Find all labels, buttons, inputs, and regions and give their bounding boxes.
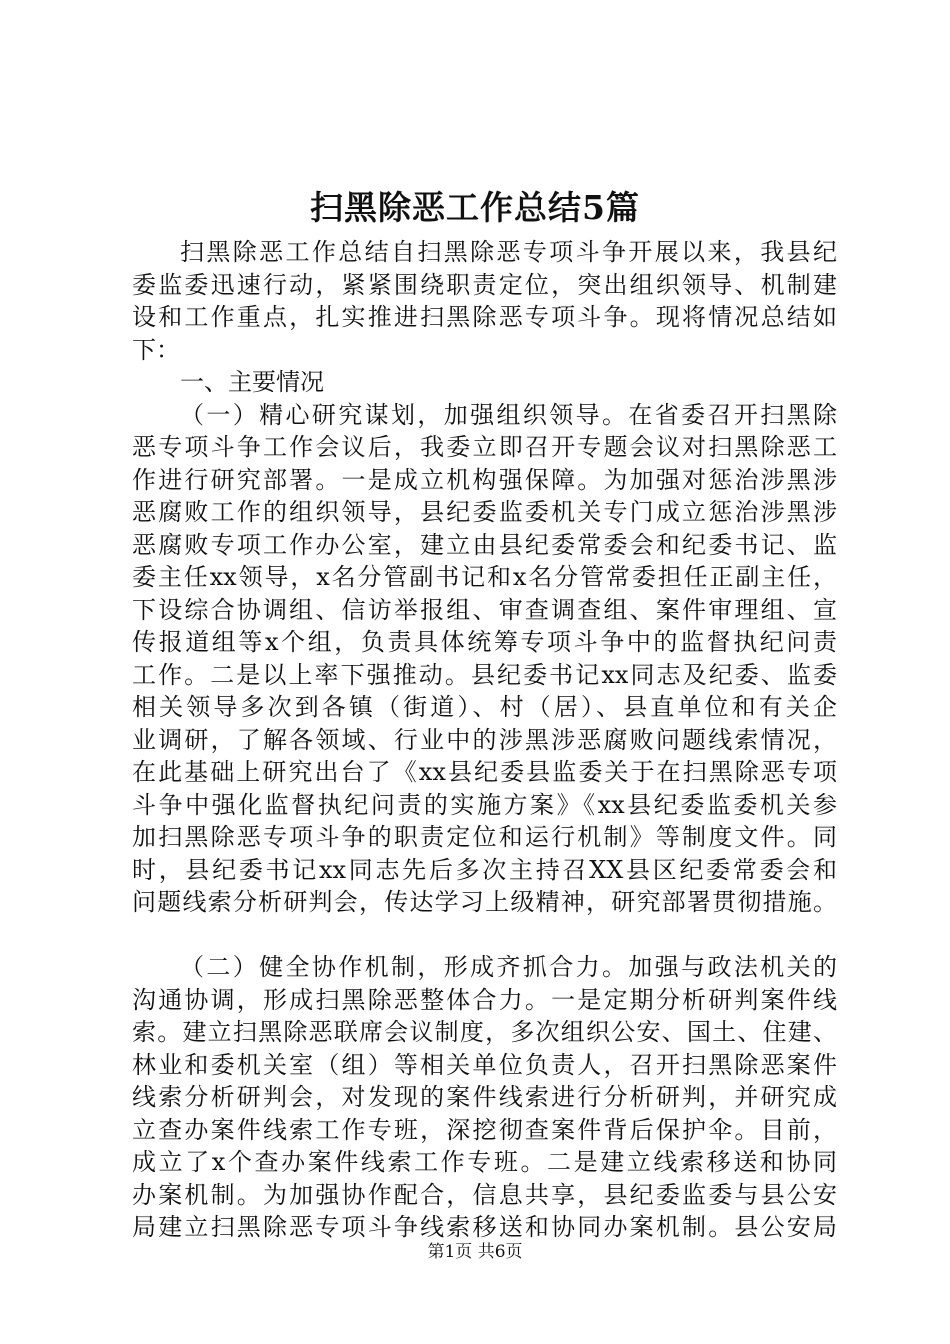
- paragraph-line: 扫黑除恶工作总结自扫黑除恶专项斗争开展以来，我县纪: [180, 238, 837, 266]
- paragraph-line: 加扫黑除恶专项斗争的职责定位和运行机制》等制度文件。同: [132, 823, 837, 851]
- page-number-footer: 第1页 共6页: [427, 1242, 523, 1262]
- paragraph-line: 成立了x个查办案件线索工作专班。二是建立线索移送和协同: [132, 1148, 837, 1176]
- paragraph-line: 恶腐败专项工作办公室，建立由县纪委常委会和纪委书记、监: [132, 530, 837, 559]
- paragraph-line: 作进行研究部署。一是成立机构强保障。为加强对惩治涉黑涉: [132, 465, 837, 494]
- paragraph-line: 斗争中强化监督执纪问责的实施方案》《xx县纪委监委机关参: [132, 790, 837, 819]
- paragraph-line: 业调研，了解各领域、行业中的涉黑涉恶腐败问题线索情况，: [132, 725, 837, 754]
- paragraph-gap: [132, 919, 837, 952]
- paragraph-line: 传报道组等x个组，负责具体统筹专项斗争中的监督执纪问责: [132, 628, 837, 656]
- paragraph-line: 问题线索分析研判会，传达学习上级精神，研究部署贯彻措施。: [132, 888, 837, 916]
- paragraph-line: 林业和委机关室（组）等相关单位负责人，召开扫黑除恶案件: [132, 1050, 837, 1079]
- paragraph-line: 在此基础上研究出台了《xx县纪委县监委关于在扫黑除恶专项: [132, 758, 837, 786]
- paragraph-line: 下：: [132, 335, 180, 364]
- paragraph-line: 沟通协调，形成扫黑除恶整体合力。一是定期分析研判案件线: [132, 985, 837, 1014]
- section-heading: 一、主要情况: [180, 368, 324, 396]
- paragraph-line: （二）健全协作机制，形成齐抓合力。加强与政法机关的: [180, 953, 837, 981]
- paragraph-line: 恶腐败工作的组织领导，县纪委监委机关专门成立惩治涉黑涉: [132, 498, 837, 526]
- paragraph-line: 工作。二是以上率下强推动。县纪委书记xx同志及纪委、监委: [132, 660, 837, 689]
- paragraph-line: 恶专项斗争工作会议后，我委立即召开专题会议对扫黑除恶工: [132, 433, 837, 461]
- paragraph-line: （一）精心研究谋划，加强组织领导。在省委召开扫黑除: [180, 400, 837, 429]
- paragraph-line: 办案机制。为加强协作配合，信息共享，县纪委监委与县公安: [132, 1180, 837, 1209]
- paragraph-line: 委监委迅速行动，紧紧围绕职责定位，突出组织领导、机制建: [132, 270, 837, 299]
- document-title: 扫黑除恶工作总结5篇: [310, 188, 640, 227]
- paragraph-line: 索。建立扫黑除恶联席会议制度，多次组织公安、国土、住建、: [132, 1018, 837, 1046]
- paragraph-line: 时，县纪委书记xx同志先后多次主持召XX县区纪委常委会和: [132, 855, 837, 884]
- paragraph-line: 委主任xx领导，x名分管副书记和x名分管常委担任正副主任，: [132, 563, 837, 591]
- paragraph-line: 相关领导多次到各镇（街道）、村（居）、县直单位和有关企: [132, 693, 837, 721]
- paragraph-line: 线索分析研判会，对发现的案件线索进行分析研判，并研究成: [132, 1083, 837, 1111]
- paragraph-line: 下设综合协调组、信访举报组、审查调查组、案件审理组、宣: [132, 595, 837, 624]
- paragraph-line: 立查办案件线索工作专班，深挖彻查案件背后保护伞。目前，: [132, 1115, 837, 1144]
- paragraph-line: 设和工作重点，扎实推进扫黑除恶专项斗争。现将情况总结如: [132, 303, 837, 331]
- document-body: [132, 236, 837, 1244]
- paragraph-line: 局建立扫黑除恶专项斗争线索移送和协同办案机制。县公安局: [132, 1213, 837, 1241]
